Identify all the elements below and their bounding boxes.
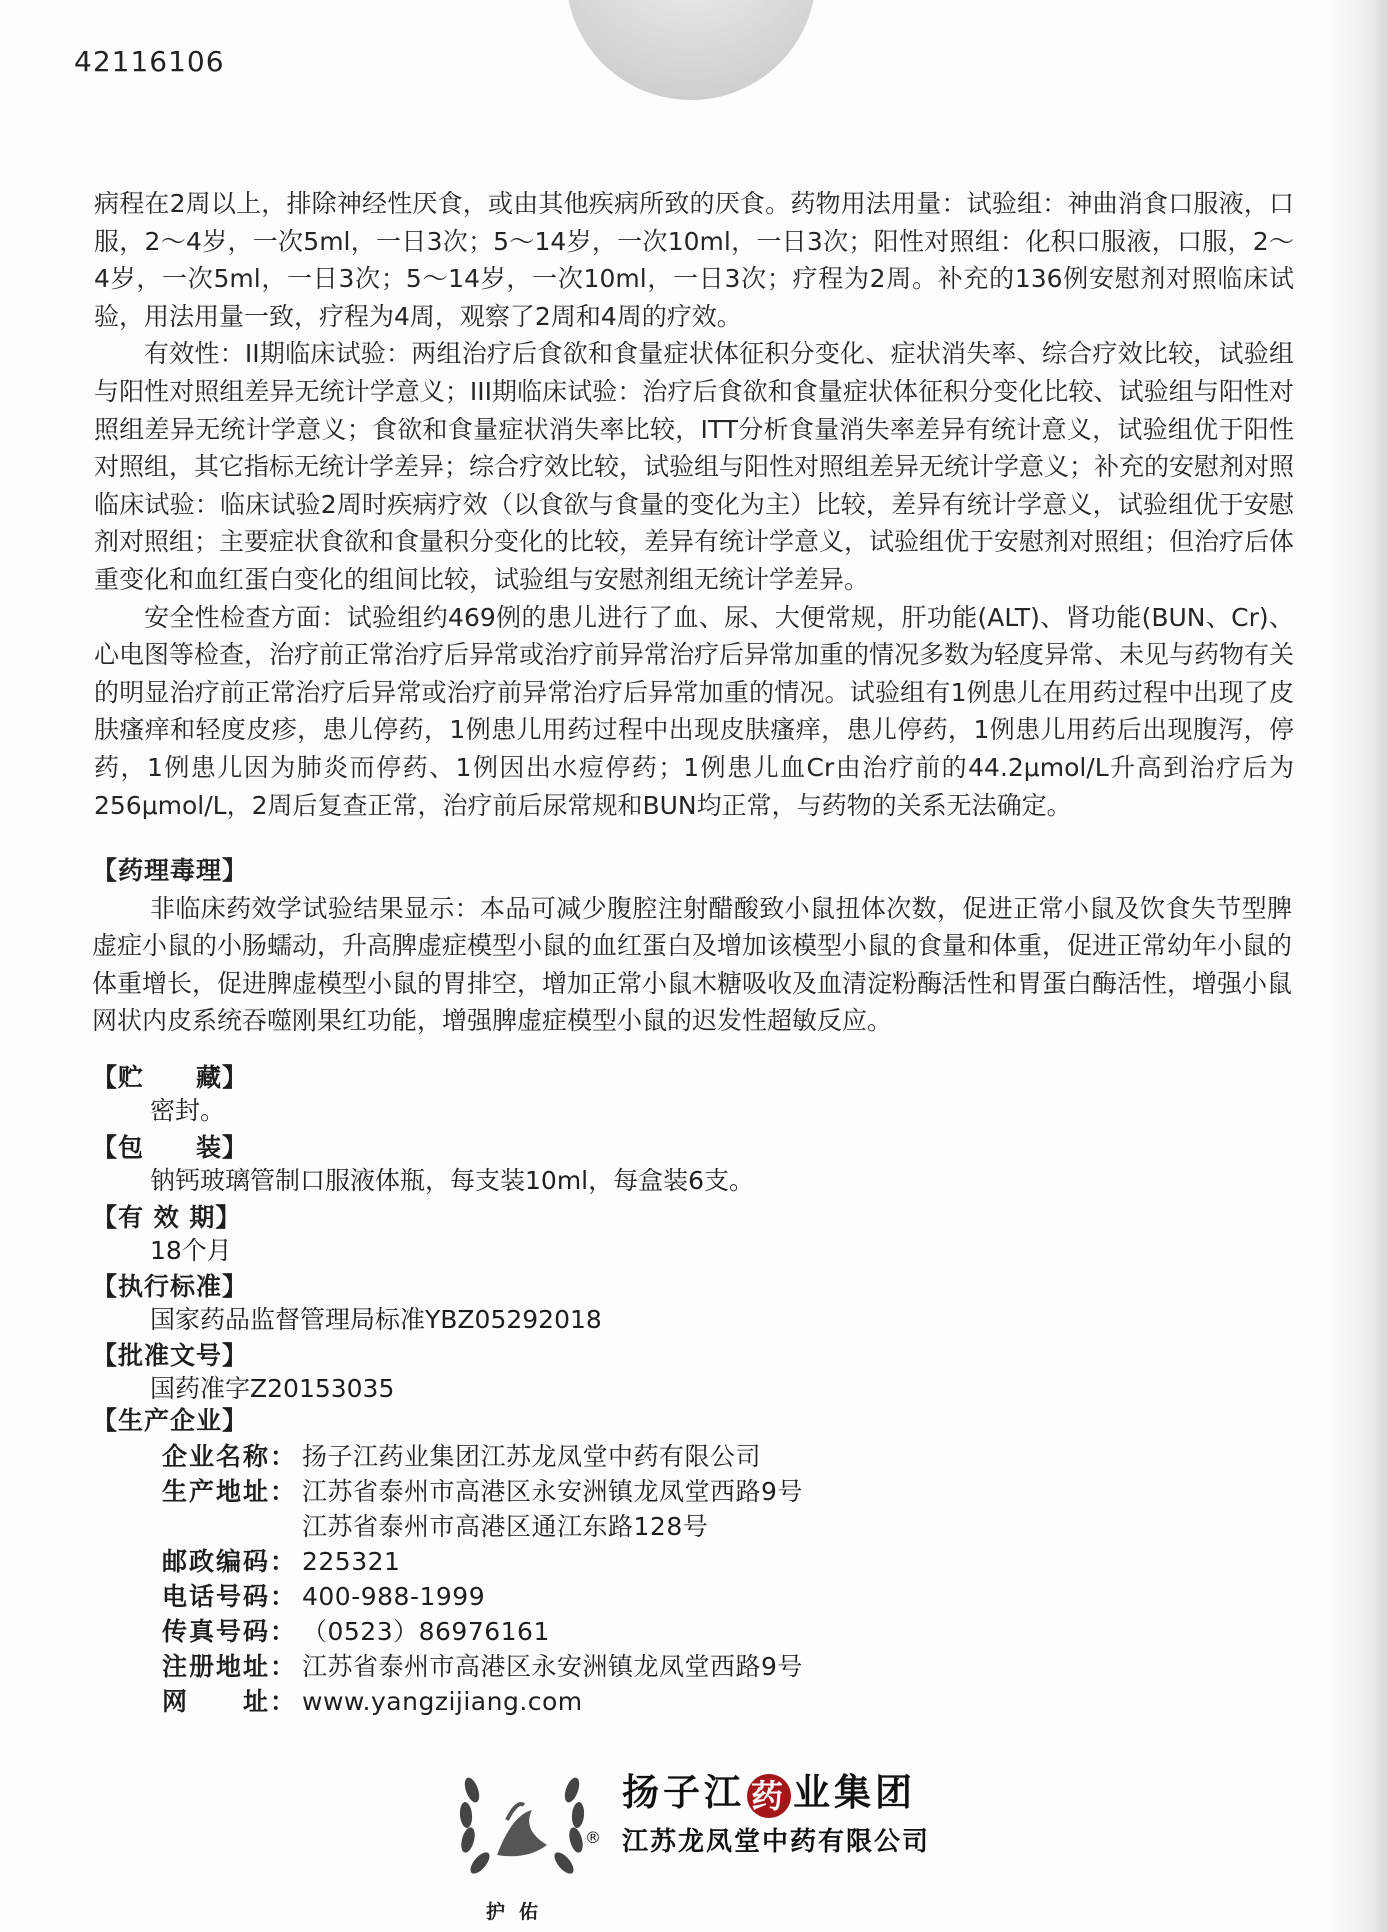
company-name: 扬子江药业集团江苏龙凤堂中药有限公司 — [302, 1442, 762, 1471]
phone-number: 400-988-1999 — [302, 1582, 486, 1611]
top-circle-cutout — [566, 0, 816, 100]
website-label: 网 址： — [162, 1687, 298, 1716]
standard-heading: 【执行标准】 — [92, 1272, 249, 1301]
company-subtitle: 江苏龙凤堂中药有限公司 — [622, 1827, 931, 1857]
registered-address: 江苏省泰州市高港区永安洲镇龙凤堂西路9号 — [302, 1652, 803, 1681]
production-address-1: 江苏省泰州市高港区永安洲镇龙凤堂西路9号 — [302, 1477, 803, 1506]
standard-text: 国家药品监督管理局标准YBZ05292018 — [150, 1305, 602, 1334]
manufacturer-details — [162, 1439, 803, 1719]
approval-text: 国药准字Z20153035 — [150, 1374, 395, 1403]
production-address-label: 生产地址： — [162, 1477, 298, 1506]
page-edge-shadow — [1328, 0, 1388, 1932]
clinical-paragraph-dosage: 病程在2周以上，排除神经性厌食，或由其他疾病所致的厌食。药物用法用量：试验组：神曲消食口服液，口服，2～4岁，一次5ml，一日3次；5～14岁，一次10ml，一日3次；阳性对照组：化积口服液，口服，2～4岁，一次5ml，一日3次；5～14岁，一次10ml，一日3次；疗程为2周。补充的136例安慰剂对照临床试验，用法用量一致，疗程为4周，观察了2周和4周的疗效。 — [94, 189, 1294, 331]
zip-label: 邮政编码： — [162, 1547, 298, 1576]
package-heading: 【包 装】 — [92, 1133, 249, 1162]
storage-heading: 【贮 藏】 — [92, 1063, 249, 1092]
zip-code: 225321 — [302, 1547, 401, 1576]
fax-label: 传真号码： — [162, 1617, 298, 1646]
brand-seal-mark: 药 — [747, 1774, 791, 1818]
registered-mark: ® — [585, 1828, 601, 1847]
company-laurel-logo — [452, 1760, 592, 1920]
clinical-section — [94, 185, 1294, 824]
validity-section — [92, 1201, 241, 1267]
approval-section — [92, 1339, 394, 1405]
validity-heading: 【有 效 期】 — [92, 1203, 242, 1232]
clinical-paragraph-efficacy: 有效性：II期临床试验：两组治疗后食欲和食量症状体征积分变化、症状消失率、综合疗效比较，试验组与阳性对照组差异无统计学意义；III期临床试验：治疗后食欲和食量症状体征积分变化比较、试验组与阳性对照组差异无统计学意义；食欲和食量症状消失率比较，ITT分析食量消失率差异有统计意义，试验组优于阳性对照组，其它指标无统计学差异；综合疗效比较，试验组与阳性对照组差异无统计学意义；补充的安慰剂对照临床试验：临床试验2周时疾病疗效（以食欲与食量的变化为主）比较，差异有统计学意义，试验组优于安慰剂对照组；主要症状食欲和食量积分变化的比较，差异有统计学意义，试验组优于安慰剂对照组；但治疗后体重变化和血红蛋白变化的组间比较，试验组与安慰剂组无统计学差异。 — [94, 339, 1295, 594]
clinical-paragraph-safety: 安全性检查方面：试验组约469例的患儿进行了血、尿、大便常规，肝功能(ALT)、肾功能(BUN、Cr)、心电图等检查，治疗前正常治疗后异常或治疗前异常治疗后异常加重的情况多数为轻度异常、未见与药物有关的明显治疗前正常治疗后异常或治疗前异常治疗后异常加重的情况。试验组有1例患儿在用药过程中出现了皮肤瘙痒和轻度皮疹，患儿停药，1例患儿用药过程中出现皮肤瘙痒，患儿停药，1例患儿用药后出现腹泻，停药，1例患儿因为肺炎而停药、1例因出水痘停药；1例患儿血Cr由治疗前的44.2μmol/L升高到治疗后为256μmol/L，2周后复查正常，治疗前后尿常规和BUN均正常，与药物的关系无法确定。 — [94, 602, 1295, 820]
manufacturer-section — [92, 1404, 248, 1437]
logo-caption: 护佑 — [486, 1901, 553, 1923]
storage-text: 密封。 — [150, 1096, 226, 1125]
production-address-2: 江苏省泰州市高港区通江东路128号 — [302, 1512, 709, 1541]
fax-number: （0523）86976161 — [302, 1617, 550, 1646]
registered-address-label: 注册地址： — [162, 1652, 298, 1681]
pharmacology-section — [92, 852, 1292, 1040]
brand-name-part-2: 业集团 — [793, 1770, 916, 1814]
storage-section — [92, 1061, 248, 1127]
pharmacology-text: 非临床药效学试验结果显示：本品可减少腹腔注射醋酸致小鼠扭体次数，促进正常小鼠及饮食失节型脾虚症小鼠的小肠蠕动，升高脾虚症模型小鼠的血红蛋白及增加该模型小鼠的食量和体重，促进正常幼年小鼠的体重增长，促进脾虚模型小鼠的胃排空，增加正常小鼠木糖吸收及血清淀粉酶活性和胃蛋白酶活性，增强小鼠网状内皮系统吞噬刚果红功能，增强脾虚症模型小鼠的迟发性超敏反应。 — [92, 893, 1293, 1035]
product-code: 42116106 — [74, 45, 225, 78]
brand-name-part-1: 扬子江 — [622, 1770, 745, 1814]
website-url[interactable]: www.yangzijiang.com — [302, 1687, 583, 1716]
manufacturer-heading: 【生产企业】 — [92, 1406, 249, 1435]
standard-section — [92, 1270, 602, 1336]
package-text: 钠钙玻璃管制口服液体瓶，每支装10ml，每盒装6支。 — [150, 1166, 755, 1195]
validity-text: 18个月 — [150, 1236, 232, 1265]
company-name-label: 企业名称： — [162, 1442, 298, 1471]
pharmacology-heading: 【药理毒理】 — [92, 856, 249, 885]
brand-name — [622, 1762, 916, 1818]
phone-label: 电话号码： — [162, 1582, 298, 1611]
approval-heading: 【批准文号】 — [92, 1341, 249, 1370]
package-section — [92, 1131, 754, 1197]
